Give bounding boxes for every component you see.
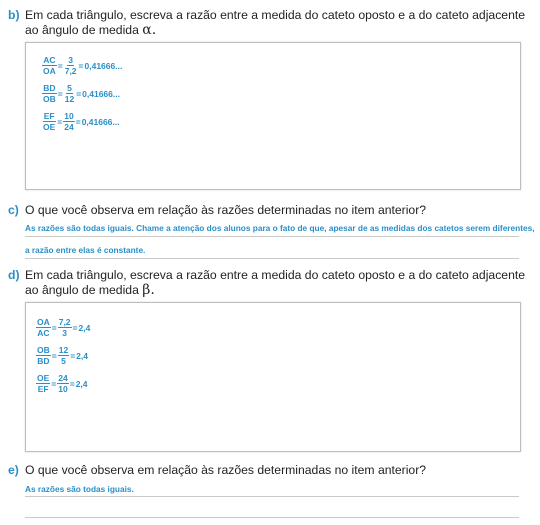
- answer-rule: [25, 517, 519, 518]
- question-letter: c): [8, 203, 19, 217]
- question-letter: b): [8, 8, 20, 22]
- answer-c-line-2[interactable]: a razão entre elas é constante.: [25, 245, 146, 255]
- alpha-symbol: α.: [142, 22, 157, 38]
- answer-e-line-1[interactable]: As razões são todas iguais.: [25, 484, 134, 494]
- question-letter: e): [8, 463, 19, 477]
- question-text: O que você observa em relação às razões determinadas no item anterior?: [25, 203, 427, 217]
- question-b: [8, 8, 528, 38]
- answer-c-line-1[interactable]: As razões são todas iguais. Chame a atenção dos alunos para o fato de que, apesar de as medidas dos catetos serem diferentes,: [25, 223, 535, 233]
- ratio-row: $\frac{BD}{OB}$ = $\frac{5}{12}$ = 0,41666...: [43, 83, 120, 104]
- question-e: [8, 463, 528, 478]
- ratio-row: $\frac{OB}{BD}$ = $\frac{12}{5}$ = 2,4: [37, 345, 88, 366]
- question-letter: d): [8, 268, 20, 282]
- answer-rule: [25, 236, 519, 237]
- question-text: Em cada triângulo, escreva a razão entre a medida do cateto oposto e a do cateto adjacente ao ângulo de medida β.: [25, 268, 526, 298]
- question-text: Em cada triângulo, escreva a razão entre a medida do cateto oposto e a do cateto adjacente ao ângulo de medida α.: [25, 8, 526, 38]
- question-text: O que você observa em relação às razões determinadas no item anterior?: [25, 463, 427, 477]
- answer-rule: [25, 496, 519, 497]
- question-c: [8, 203, 528, 218]
- answer-box-d[interactable]: [25, 302, 521, 452]
- ratio-row: $\frac{EF}{OE}$ = $\frac{10}{24}$ = 0,41666...: [43, 111, 120, 132]
- ratio-row: $\frac{AC}{OA}$ = $\frac{3}{7,2}$ = 0,41666...: [43, 55, 123, 76]
- answer-box-b[interactable]: [25, 42, 521, 190]
- ratio-row: $\frac{OE}{EF}$ = $\frac{24}{10}$ = 2,4: [37, 373, 88, 394]
- beta-symbol: β.: [142, 282, 155, 298]
- answer-rule: [25, 258, 519, 259]
- question-d: [8, 268, 528, 298]
- ratio-row: $\frac{OA}{AC}$ = $\frac{7,2}{3}$ = 2,4: [37, 317, 91, 338]
